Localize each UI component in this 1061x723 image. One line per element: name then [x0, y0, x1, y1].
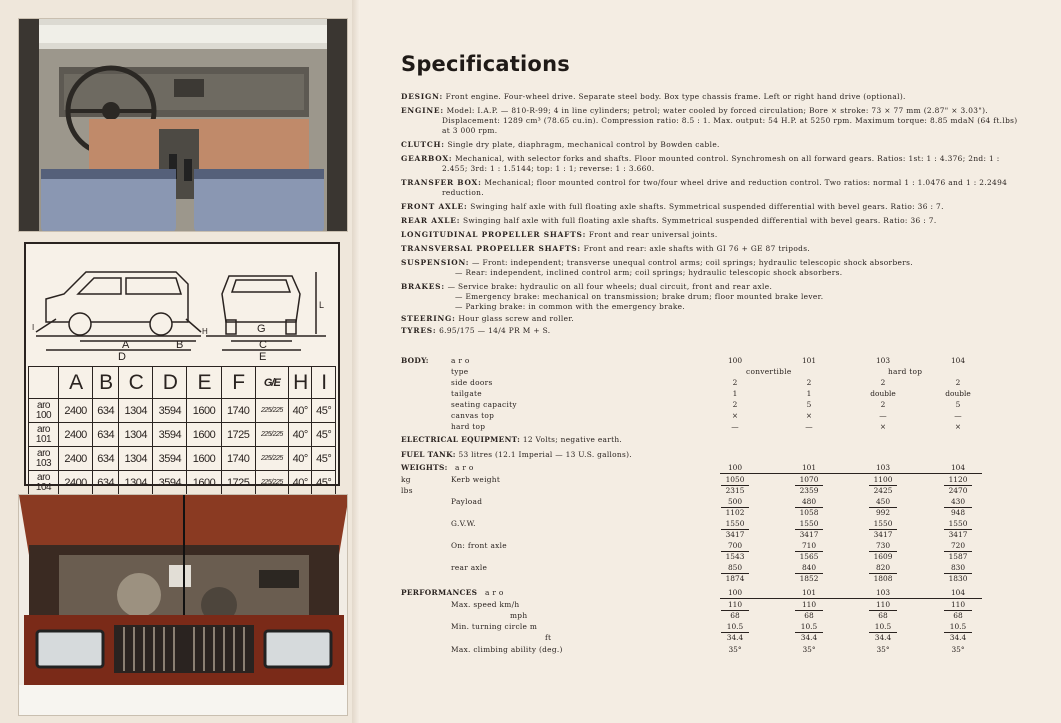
weights-lbs-value: 2470 [948, 486, 968, 495]
perf-turn-ft: 34.4 [949, 633, 967, 642]
weights-label: WEIGHTS: [401, 463, 448, 472]
dim-h-cell: 40° [288, 399, 311, 423]
dim-value-cell: 1600 [187, 399, 221, 423]
body-row-label: canvas top [451, 411, 495, 420]
dim-value-cell: 2400 [59, 471, 93, 495]
spec-text: Swinging half axle with full floating axle shafts. Symmetrical suspended differential with bevel gears. Ratio: 36 : 7. [462, 216, 937, 225]
weights-unit-kg: kg [401, 475, 411, 484]
body-cell: × [731, 411, 739, 420]
dim-g-cell: 225/225 [255, 447, 288, 471]
weights-lbs-value: 3417 [725, 530, 745, 539]
weights-kg-value: 730 [875, 541, 891, 550]
body-row-label: type [451, 367, 469, 376]
spec-label: TRANSVERSAL PROPELLER SHAFTS: [401, 244, 581, 253]
weights-kg-value: 1550 [799, 519, 819, 528]
body-cell: 1 [806, 389, 812, 398]
spec-label: BRAKES: [401, 282, 445, 291]
dim-model-number: 100 [35, 409, 52, 421]
body-cell: double [945, 389, 971, 398]
spec-text: Front and rear: axle shafts with GI 76 + GE 87 tripods. [583, 244, 811, 253]
dim-model-cell [29, 423, 59, 447]
spec-paragraph [401, 230, 1021, 240]
perf-speed-mph: 68 [953, 611, 963, 620]
dim-label-c: C [259, 339, 267, 351]
body-label: BODY: [401, 356, 429, 365]
perf-speed-mph: 68 [804, 611, 814, 620]
weights-model-header: 101 [801, 463, 817, 472]
weights-lbs-value: 1058 [799, 508, 819, 517]
spec-text: — Front: independent; transverse unequal control arms; coil springs; hydraulic telescopic shock absorbers. [472, 258, 913, 267]
dim-model-number: 101 [35, 433, 52, 445]
dim-value-cell: 1725 [221, 423, 255, 447]
performances-model-header: 103 [875, 588, 891, 597]
body-cell: 2 [880, 400, 886, 409]
body-cell: 5 [806, 400, 812, 409]
dim-model-cell [29, 471, 59, 495]
spec-paragraph [401, 282, 1021, 312]
dim-i-cell: 45° [312, 471, 336, 495]
dim-header-f: F [221, 367, 255, 399]
dim-value-cell: 634 [93, 471, 119, 495]
body-cell: double [870, 389, 896, 398]
weights-row-label: rear axle [451, 563, 488, 572]
weights-unit-lbs: lbs [401, 486, 413, 495]
weights-kg-value: 710 [801, 541, 817, 550]
spec-text: Front and rear universal joints. [588, 230, 718, 239]
spec-paragraph [401, 314, 1021, 324]
dim-i-cell: 45° [312, 447, 336, 471]
engine-bay-photo [18, 494, 348, 716]
dim-row [29, 399, 336, 423]
spec-label: LONGITUDINAL PROPELLER SHAFTS: [401, 230, 587, 239]
page-title: Specifications [401, 52, 570, 76]
weights-lbs-value: 1609 [873, 552, 893, 561]
body-cell: 2 [955, 378, 961, 387]
weights-lbs-value: 3417 [948, 530, 968, 539]
dim-h-cell: 40° [288, 423, 311, 447]
dim-g-cell: 225/225 [255, 423, 288, 447]
dim-label-e: E [259, 351, 267, 363]
dim-value-cell: 3594 [153, 423, 187, 447]
spec-paragraph [401, 216, 1021, 226]
perf-turn-m: 10.5 [949, 622, 967, 631]
weights-kg-value: 720 [950, 541, 966, 550]
weights-kg-value: 430 [950, 497, 966, 506]
weights-row-label: Kerb weight [451, 475, 501, 484]
dim-value-cell: 634 [93, 447, 119, 471]
perf-climb-value: 35° [802, 645, 816, 654]
weights-lbs-value: 948 [950, 508, 966, 517]
weights-model-header: 103 [875, 463, 891, 472]
spec-label: GEARBOX: [401, 154, 453, 163]
spec-paragraph [401, 106, 1021, 136]
dim-value-cell: 3594 [153, 399, 187, 423]
weights-row-label: Payload [451, 497, 483, 506]
body-model-header: 101 [801, 356, 817, 365]
spec-paragraph [401, 92, 1021, 102]
dim-label-l: L [319, 300, 325, 310]
weights-lbs-value: 1874 [725, 574, 745, 583]
spec-continuation: — Emergency brake: mechanical on transmission; brake drum; floor mounted brake lever. [455, 292, 824, 301]
body-cell: 1 [732, 389, 738, 398]
dimension-table [28, 366, 336, 495]
dim-label-g: G [257, 323, 266, 335]
weights-row-label: On: front axle [451, 541, 507, 550]
weights-lbs-value: 1587 [948, 552, 968, 561]
spec-text: Model: I.A.P. — 810-R-99; 4 in line cylinders; petrol; water cooled by forced circulation; Bore × stroke: 73 × 77 mm (2.87" × 3.03"). Displacement: 1289 cm³ (78.65 cu.in). Compression ratio: 8.5 : 1. Max. output: 54 H.P. at 5250 rpm. Maximum torque: 8.85 mdaN (64 ft.lbs) at 3 000 rpm. [442, 106, 1018, 135]
weights-model-header: 104 [950, 463, 966, 472]
dim-value-cell: 1304 [119, 447, 153, 471]
perf-turn-m: 10.5 [726, 622, 744, 631]
weights-lbs-value: 3417 [873, 530, 893, 539]
dim-label-a: A [122, 339, 130, 351]
weights-lbs-value: 1565 [799, 552, 819, 561]
spec-continuation: — Rear: independent, inclined control arm; coil springs; hydraulic telescopic shock absorbers. [455, 268, 843, 277]
performances-aro: a r o [485, 588, 504, 597]
spec-paragraph [401, 244, 1021, 254]
dim-value-cell: 1600 [187, 423, 221, 447]
performances-label: PERFORMANCES [401, 588, 478, 597]
perf-turn-ft: 34.4 [874, 633, 892, 642]
spec-paragraph [401, 154, 1021, 174]
fuel-line: FUEL TANK: 53 litres (12.1 Imperial — 13 U.S. gallons). [401, 450, 632, 459]
body-cell: — [805, 422, 813, 431]
body-type-value: hard top [888, 367, 923, 376]
dim-header-a: A [59, 367, 93, 399]
dim-model-make: aro [37, 399, 50, 411]
body-model-header: 104 [950, 356, 966, 365]
perf-speed-kmh: 110 [801, 600, 817, 609]
dim-model-make: aro [37, 471, 50, 483]
perf-climb-label: Max. climbing ability (deg.) [451, 645, 563, 654]
dimension-diagram [24, 242, 340, 493]
dim-value-cell: 1304 [119, 399, 153, 423]
perf-ft-label: ft [545, 633, 552, 642]
electrical-line: ELECTRICAL EQUIPMENT: 12 Volts; negative earth. [401, 435, 623, 444]
dim-value-cell: 1304 [119, 471, 153, 495]
weights-kg-value: 820 [875, 563, 891, 572]
weights-lbs-value: 2315 [725, 486, 745, 495]
weights-row-label: G.V.W. [451, 519, 476, 528]
spec-text: Single dry plate, diaphragm, mechanical control by Bowden cable. [447, 140, 720, 149]
weights-kg-value: 500 [727, 497, 743, 506]
body-cell: × [879, 422, 887, 431]
dimension-table-body [29, 399, 336, 495]
body-cell: × [954, 422, 962, 431]
dim-value-cell: 634 [93, 399, 119, 423]
weights-kg-value: 450 [875, 497, 891, 506]
weights-kg-value: 1070 [799, 475, 819, 484]
interior-photo [18, 18, 348, 232]
dim-row [29, 447, 336, 471]
body-aro: a r o [451, 356, 470, 365]
perf-turn-label: Min. turning circle m [451, 622, 538, 631]
body-model-header: 103 [875, 356, 891, 365]
weights-lbs-value: 3417 [799, 530, 819, 539]
spec-text: 6.95/175 — 14/4 PR M + S. [439, 326, 551, 335]
perf-speed-label: Max. speed km/h [451, 600, 520, 609]
dim-header-b: B [93, 367, 119, 399]
perf-mph-label: mph [510, 611, 528, 620]
dim-model-number: 104 [35, 481, 52, 493]
spec-text: Mechanical, with selector forks and shafts. Floor mounted control. Synchromesh on all forward gears. Ratios: 1st: 1 : 4.376; 2nd: 1 : 2.455; 3rd: 1 : 1.5144; top: 1 : 1; reverse: 1 : 3.660. [442, 154, 1000, 173]
spec-text: Swinging half axle with full floating axle shafts. Symmetrical suspended differential with bevel gears. Ratio: 36 : 7. [470, 202, 944, 211]
weights-kg-value: 1550 [948, 519, 968, 528]
dim-model-number: 103 [35, 457, 52, 469]
weights-kg-value: 1550 [873, 519, 893, 528]
weights-kg-value: 830 [950, 563, 966, 572]
dim-label-h: H [202, 327, 208, 336]
body-cell: — [731, 422, 739, 431]
dim-header-d: D [153, 367, 187, 399]
weights-lbs-value: 1543 [725, 552, 745, 561]
spec-label: SUSPENSION: [401, 258, 470, 267]
spec-label: REAR AXLE: [401, 216, 461, 225]
weights-kg-value: 840 [801, 563, 817, 572]
weights-kg-value: 480 [801, 497, 817, 506]
spec-paragraph [401, 140, 1021, 150]
body-cell: × [805, 411, 813, 420]
dim-value-cell: 1304 [119, 423, 153, 447]
perf-turn-ft: 34.4 [726, 633, 744, 642]
spec-paragraph [401, 202, 1021, 212]
spec-text: — Service brake: hydraulic on all four wheels; dual circuit, front and rear axle. [447, 282, 773, 291]
dim-value-cell: 1600 [187, 471, 221, 495]
spec-text: Front engine. Four-wheel drive. Separate steel body. Box type chassis frame. Left or right hand drive (optional). [445, 92, 906, 101]
perf-speed-mph: 68 [878, 611, 888, 620]
table-rule [720, 598, 982, 599]
perf-speed-kmh: 110 [950, 600, 966, 609]
spec-label: DESIGN: [401, 92, 443, 101]
spec-label: STEERING: [401, 314, 456, 323]
dim-value-cell: 1740 [221, 399, 255, 423]
dim-value-cell: 2400 [59, 447, 93, 471]
weights-aro: a r o [455, 463, 474, 472]
specifications-text [401, 92, 1021, 338]
weights-lbs-value: 1102 [725, 508, 745, 517]
table-rule [720, 473, 982, 474]
perf-speed-kmh: 110 [727, 600, 743, 609]
perf-climb-value: 35° [876, 645, 890, 654]
dim-label-d: D [118, 351, 126, 363]
dim-value-cell: 3594 [153, 471, 187, 495]
spec-paragraph [401, 326, 1021, 336]
weights-kg-value: 1100 [873, 475, 893, 484]
dim-row [29, 423, 336, 447]
dim-value-cell: 634 [93, 423, 119, 447]
spec-text: Mechanical; floor mounted control for two/four wheel drive and reduction control. Two ratios: normal 1 : 1.0476 and 1 : 2.2494 reduction. [442, 178, 1008, 197]
spec-text: Hour glass screw and roller. [458, 314, 575, 323]
fuel-label: FUEL TANK: [401, 450, 456, 459]
dim-h-cell: 40° [288, 471, 311, 495]
body-cell: 5 [955, 400, 961, 409]
weights-kg-value: 1120 [948, 475, 968, 484]
perf-climb-value: 35° [951, 645, 965, 654]
body-cell: 2 [732, 400, 738, 409]
dim-row [29, 471, 336, 495]
dim-value-cell: 1725 [221, 471, 255, 495]
performances-model-header: 104 [950, 588, 966, 597]
dim-i-cell: 45° [312, 423, 336, 447]
electrical-label: ELECTRICAL EQUIPMENT: [401, 435, 521, 444]
body-model-header: 100 [727, 356, 743, 365]
dim-model-make: aro [37, 423, 50, 435]
dim-header-c: C [119, 367, 153, 399]
body-row-label: tailgate [451, 389, 482, 398]
dim-label-i: I [32, 323, 35, 332]
body-row-label: side doors [451, 378, 493, 387]
weights-lbs-value: 992 [875, 508, 891, 517]
dim-model-make: aro [37, 447, 50, 459]
dim-model-cell [29, 447, 59, 471]
dim-header-i: I [312, 367, 336, 399]
dim-header-blank [29, 367, 59, 399]
weights-kg-value: 850 [727, 563, 743, 572]
body-cell: 2 [880, 378, 886, 387]
body-row-label: hard top [451, 422, 486, 431]
dim-value-cell: 1740 [221, 447, 255, 471]
perf-climb-value: 35° [728, 645, 742, 654]
weights-kg-value: 1050 [725, 475, 745, 484]
body-row-label: seating capacity [451, 400, 517, 409]
dim-g-cell: 225/225 [255, 399, 288, 423]
body-cell: 2 [732, 378, 738, 387]
spec-label: TYRES: [401, 326, 437, 335]
dim-header-e: E [187, 367, 221, 399]
spec-paragraph [401, 258, 1021, 278]
body-cell: — [879, 411, 887, 420]
performances-model-header: 100 [727, 588, 743, 597]
body-type-value: convertible [746, 367, 792, 376]
body-cell: — [954, 411, 962, 420]
dim-g-cell: 225/225 [255, 471, 288, 495]
dim-model-cell [29, 399, 59, 423]
weights-lbs-value: 2425 [873, 486, 893, 495]
weights-lbs-value: 1852 [799, 574, 819, 583]
dim-value-cell: 3594 [153, 447, 187, 471]
dim-i-cell: 45° [312, 399, 336, 423]
vehicle-drawing [26, 244, 338, 366]
dim-value-cell: 1600 [187, 447, 221, 471]
weights-kg-value: 1550 [725, 519, 745, 528]
dim-value-cell: 2400 [59, 399, 93, 423]
spec-label: ENGINE: [401, 106, 444, 115]
dim-value-cell: 2400 [59, 423, 93, 447]
performances-model-header: 101 [801, 588, 817, 597]
weights-lbs-value: 2359 [799, 486, 819, 495]
perf-speed-kmh: 110 [875, 600, 891, 609]
dim-h-cell: 40° [288, 447, 311, 471]
perf-speed-mph: 68 [730, 611, 740, 620]
spec-label: TRANSFER BOX: [401, 178, 482, 187]
perf-turn-ft: 34.4 [800, 633, 818, 642]
weights-lbs-value: 1830 [948, 574, 968, 583]
perf-turn-m: 10.5 [800, 622, 818, 631]
dim-label-b: B [176, 339, 184, 351]
weights-lbs-value: 1808 [873, 574, 893, 583]
dim-header-g: G/E [255, 367, 288, 399]
perf-turn-m: 10.5 [874, 622, 892, 631]
weights-model-header: 100 [727, 463, 743, 472]
spec-label: FRONT AXLE: [401, 202, 468, 211]
body-cell: 2 [806, 378, 812, 387]
spec-paragraph [401, 178, 1021, 198]
spec-label: CLUTCH: [401, 140, 445, 149]
weights-kg-value: 700 [727, 541, 743, 550]
spec-continuation: — Parking brake: in common with the emergency brake. [455, 302, 686, 311]
dim-header-h: H [288, 367, 311, 399]
page-fold [352, 0, 360, 723]
